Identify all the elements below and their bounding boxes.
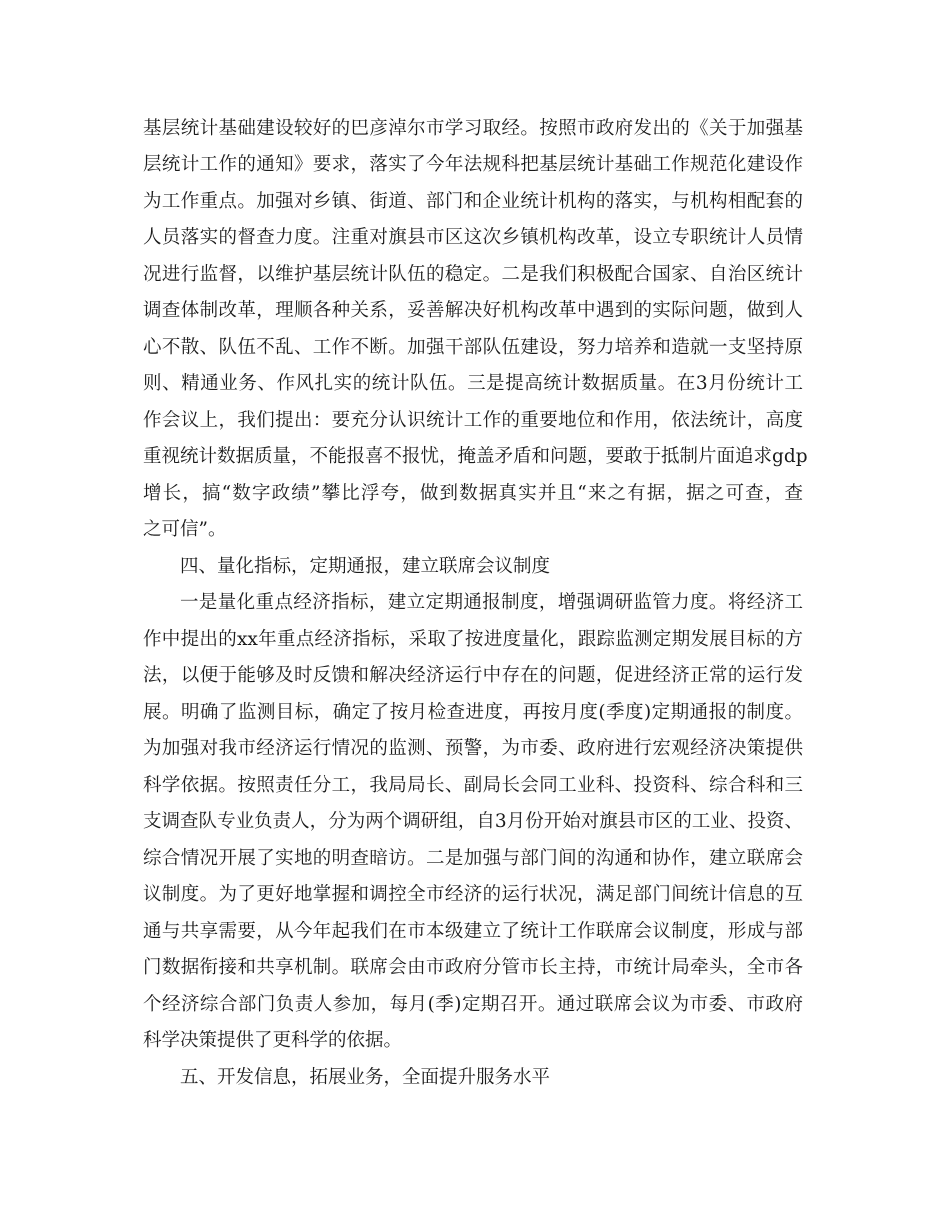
paragraph-line: 个经济综合部门负责人参加，每月(季)定期召开。通过联席会议为市委、市政府 [143,994,803,1015]
paragraph-line: 重视统计数据质量，不能报喜不报忧，掩盖矛盾和问题，要敢于抵制片面追求gdp [143,446,808,467]
paragraph-line: 综合情况开展了实地的明查暗访。二是加强与部门间的沟通和协作，建立联席会 [143,848,803,869]
paragraph-line: 科学依据。按照责任分工，我局局长、副局长会同工业科、投资科、综合科和三 [143,775,803,796]
section-heading-5: 五、开发信息，拓展业务，全面提升服务水平 [180,1067,551,1088]
paragraph-line: 议制度。为了更好地掌握和调控全市经济的运行状况，满足部门间统计信息的互 [143,884,803,905]
section-heading-4: 四、量化指标，定期通报，建立联席会议制度 [180,556,551,577]
paragraph-line: 调查体制改革，理顺各种关系，妥善解决好机构改革中遇到的实际问题，做到人 [143,300,803,321]
paragraph-line: 况进行监督，以维护基层统计队伍的稳定。二是我们积极配合国家、自治区统计 [143,264,803,285]
paragraph-line: 门数据衔接和共享机制。联席会由市政府分管市长主持，市统计局牵头，全市各 [143,957,803,978]
paragraph-line: 科学决策提供了更科学的依据。 [143,1030,403,1051]
paragraph-line: 作中提出的xx年重点经济指标，采取了按进度量化，跟踪监测定期发展目标的方 [143,629,803,650]
paragraph-line: 增长，搞“数字政绩”攀比浮夸，做到数据真实并且“来之有据，据之可查，查 [143,483,803,504]
paragraph-line: 一是量化重点经济指标，建立定期通报制度，增强调研监管力度。将经济工 [180,592,803,613]
paragraph-line: 为加强对我市经济运行情况的监测、预警，为市委、政府进行宏观经济决策提供 [143,738,803,759]
paragraph-line: 心不散、队伍不乱、工作不断。加强干部队伍建设，努力培养和造就一支坚持原 [143,337,803,358]
paragraph-line: 为工作重点。加强对乡镇、街道、部门和企业统计机构的落实，与机构相配套的 [143,191,803,212]
paragraph-line: 作会议上，我们提出：要充分认识统计工作的重要地位和作用，依法统计，高度 [143,410,803,431]
paragraph-line: 支调查队专业负责人，分为两个调研组，自3月份开始对旗县市区的工业、投资、 [143,811,803,832]
paragraph-line: 层统计工作的通知》要求，落实了今年法规科把基层统计基础工作规范化建设作 [143,154,803,175]
paragraph-line: 则、精通业务、作风扎实的统计队伍。三是提高统计数据质量。在3月份统计工 [143,373,803,394]
paragraph-line: 基层统计基础建设较好的巴彦淖尔市学习取经。按照市政府发出的《关于加强基 [143,118,803,139]
paragraph-line: 之可信”。 [143,519,227,540]
paragraph-line: 人员落实的督查力度。注重对旗县市区这次乡镇机构改革，设立专职统计人员情 [143,227,803,248]
paragraph-line: 法，以便于能够及时反馈和解决经济运行中存在的问题，促进经济正常的运行发 [143,665,803,686]
paragraph-line: 通与共享需要，从今年起我们在市本级建立了统计工作联席会议制度，形成与部 [143,921,803,942]
paragraph-line: 展。明确了监测目标，确定了按月检查进度，再按月度(季度)定期通报的制度。 [143,702,803,723]
